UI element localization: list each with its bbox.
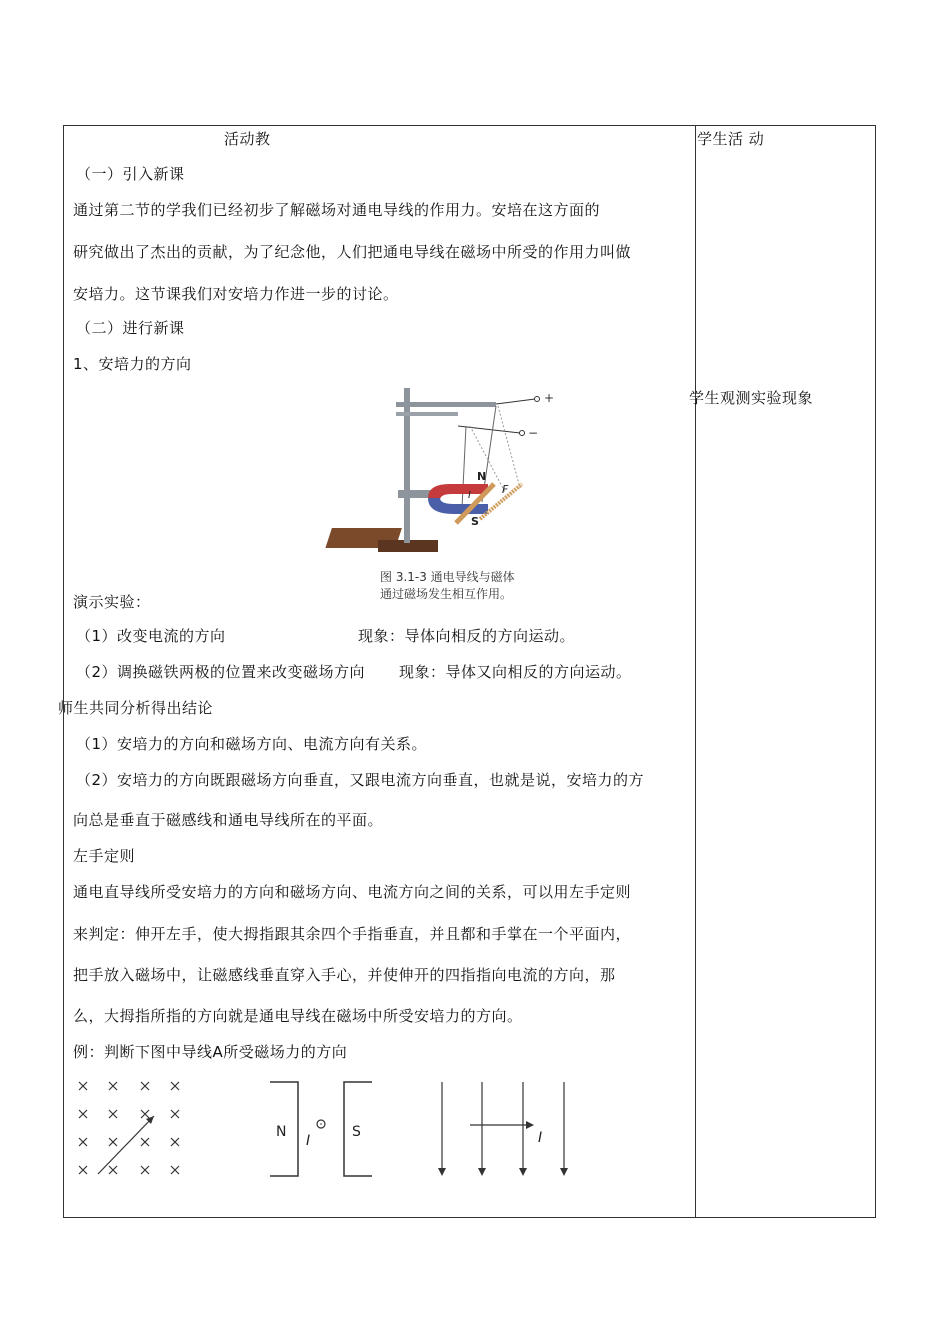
hanging-wire-1 xyxy=(462,426,466,508)
terminal-plus xyxy=(535,397,540,402)
label-n: N xyxy=(477,470,487,483)
rule-line-1: 通电直导线所受安培力的方向和磁场方向、电流方向之间的关系，可以用左手定则 xyxy=(73,883,632,901)
experiment-1-result: 现象：导体向相反的方向运动。 xyxy=(358,627,576,645)
magnet-poles-diagram xyxy=(268,1080,378,1180)
rule-line-4: 么，大拇指所指的方向就是通电导线在磁场中所受安培力的方向。 xyxy=(73,1007,523,1025)
hanging-wire-3 xyxy=(470,426,505,492)
row-2 xyxy=(79,1110,179,1118)
rule-line-3: 把手放入磁场中，让磁感线垂直穿入手心，并使伸开的四指指向电流的方向，那 xyxy=(73,966,616,984)
wire-minus xyxy=(458,426,520,433)
header-student-activity: 学生活 动 xyxy=(697,130,765,148)
intro-line-3: 安培力。这节课我们对安培力作进一步的讨论。 xyxy=(73,285,399,303)
row-4 xyxy=(79,1166,179,1174)
figure-caption-line-1: 图 3.1-3 通电导线与磁体 xyxy=(380,570,515,584)
second-arm xyxy=(396,412,458,416)
field-arrow-3 xyxy=(519,1168,527,1176)
conclusion-2-cont: 向总是垂直于磁感线和通电导线所在的平面。 xyxy=(73,811,384,829)
intro-line-2: 研究做出了杰出的贡献，为了纪念他，人们把通电导线在磁场中所受的作用力叫做 xyxy=(73,243,632,261)
current-wire xyxy=(98,1116,154,1174)
analysis-label: 师生共同分析得出结论 xyxy=(58,699,214,717)
example-prompt: 例：判断下图中导线A所受磁场力的方向 xyxy=(73,1043,348,1061)
current-dot xyxy=(320,1123,322,1125)
topic-ampere-direction: 1、安培力的方向 xyxy=(73,355,192,373)
current-label-2: I xyxy=(538,1130,543,1146)
label-f: F xyxy=(502,483,509,496)
n-pole-label: N xyxy=(276,1124,287,1140)
header-teaching-activity: 活动教 xyxy=(224,130,271,148)
experiment-1: （1）改变电流的方向 xyxy=(76,627,226,645)
section-intro-title: （一）引入新课 xyxy=(76,165,185,183)
section-new-lesson-title: （二）进行新课 xyxy=(76,319,185,337)
label-i: I xyxy=(468,490,471,501)
row-1 xyxy=(79,1082,179,1090)
rule-title: 左手定则 xyxy=(73,847,136,865)
wire-plus xyxy=(496,399,535,404)
minus-label: − xyxy=(528,426,539,440)
vertical-field-diagram xyxy=(430,1080,580,1180)
demo-label: 演示实验： xyxy=(73,593,151,611)
hanging-wire-4 xyxy=(498,406,520,488)
cross-field-diagram xyxy=(70,1078,190,1183)
plus-label: + xyxy=(544,391,555,405)
label-s: S xyxy=(471,515,479,528)
conclusion-1: （1）安培力的方向和磁场方向、电流方向有关系。 xyxy=(76,735,428,753)
horizontal-current-arrow xyxy=(526,1121,534,1129)
field-arrow-1 xyxy=(438,1168,446,1176)
intro-line-1: 通过第二节的学我们已经初步了解磁场对通电导线的作用力。安培在这方面的 xyxy=(73,201,601,219)
student-observe-note: 学生观测实验现象 xyxy=(689,389,814,407)
current-label-1: I xyxy=(306,1133,311,1149)
experiment-2: （2）调换磁铁两极的位置来改变磁场方向 xyxy=(76,663,366,681)
conclusion-2: （2）安培力的方向既跟磁场方向垂直，又跟电流方向垂直，也就是说，安培力的方 xyxy=(76,771,645,789)
experiment-2-result: 现象：导体又向相反的方向运动。 xyxy=(399,663,632,681)
column-divider xyxy=(695,125,696,1218)
terminal-minus xyxy=(520,431,525,436)
field-arrow-4 xyxy=(560,1168,568,1176)
field-arrow-2 xyxy=(478,1168,486,1176)
top-arm xyxy=(396,402,496,407)
rule-line-2: 来判定：伸开左手，使大拇指跟其余四个手指垂直，并且都和手掌在一个平面内， xyxy=(73,925,632,943)
stand-pole xyxy=(404,388,410,543)
apparatus-figure xyxy=(370,380,560,565)
s-pole-label: S xyxy=(352,1124,361,1140)
figure-caption-line-2: 通过磁场发生相互作用。 xyxy=(380,587,513,601)
